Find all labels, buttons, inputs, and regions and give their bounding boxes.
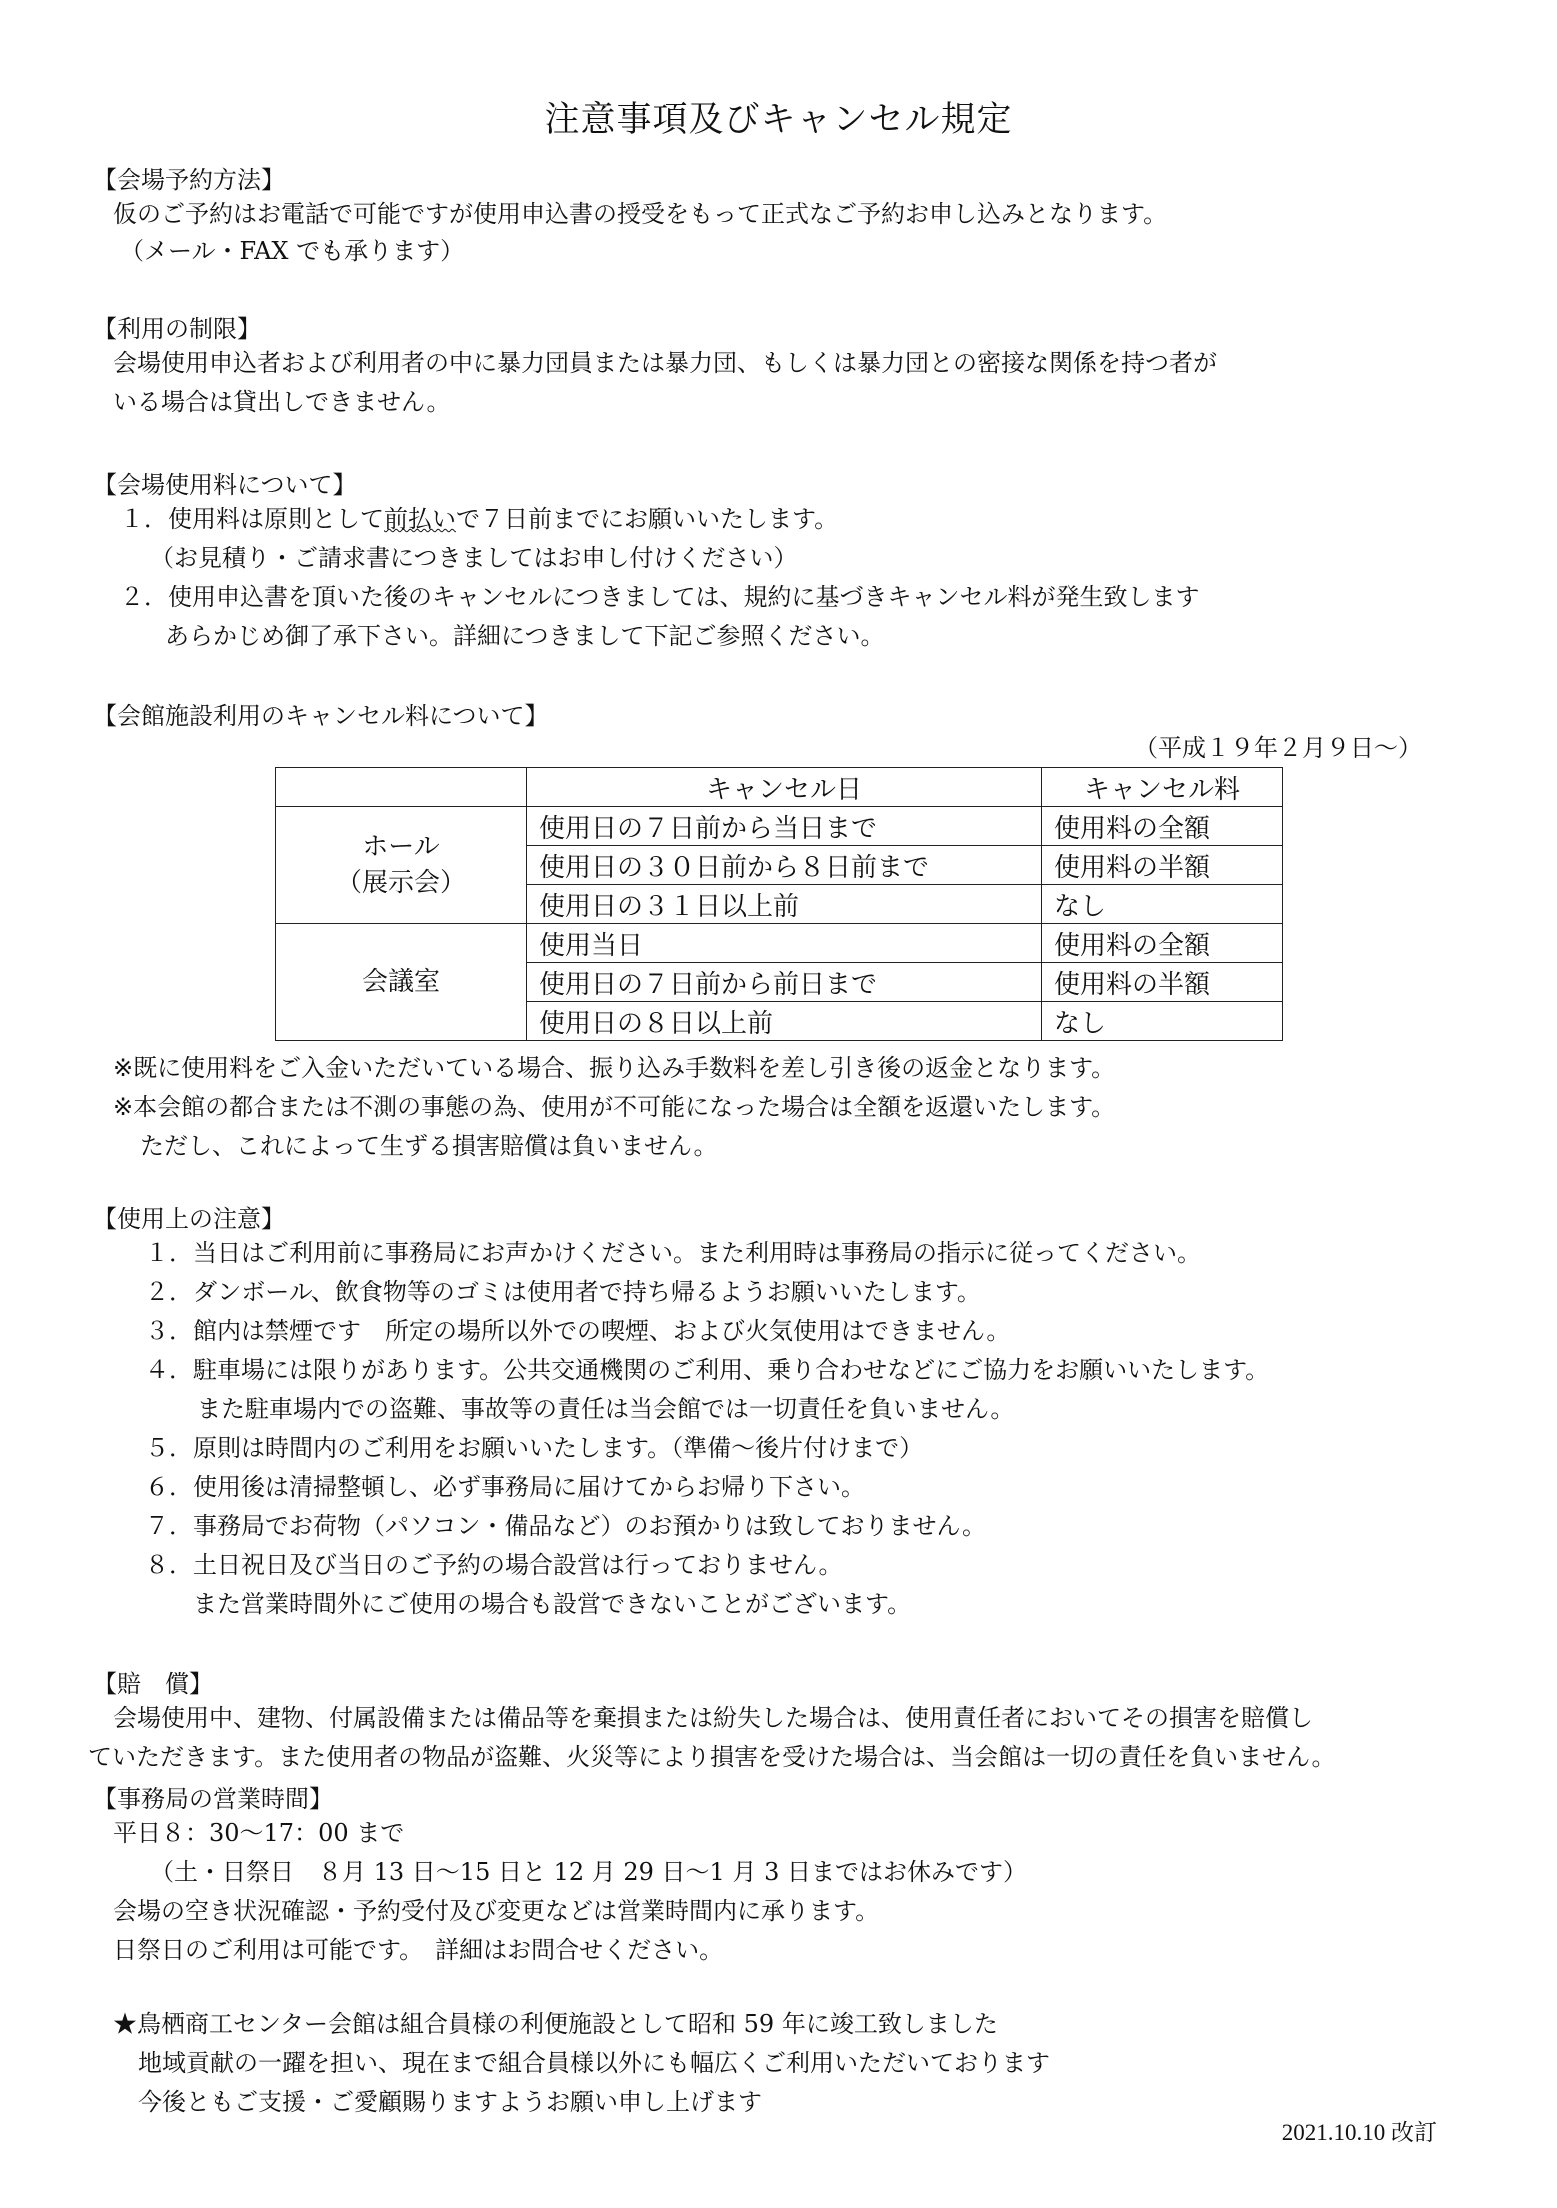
closing-line-1: ★鳥栖商工センター会館は組合員様の利便施設として昭和 59 年に竣工致しました <box>113 2010 998 2038</box>
cancel-note-1: ※既に使用料をご入金いただいている場合、振り込み手数料を差し引き後の返金となります。 <box>113 1054 1116 1082</box>
reservation-line-1: 仮のご予約はお電話で可能ですが使用申込書の授受をもって正式なご予約お申し込みとなります。 <box>113 200 1168 228</box>
closing-line-2: 地域貢献の一躍を担い、現在まで組合員様以外にも幅広くご利用いただいております <box>138 2049 1050 2077</box>
document-title: 注意事項及びキャンセル規定 <box>544 100 1013 140</box>
fee-line-1-pre: １．使用料は原則として <box>120 505 384 533</box>
table-header-fee: キャンセル料 <box>1042 768 1283 807</box>
compensation-line-2: ていただきます。また使用者の物品が盗難、火災等により損害を受けた場合は、当会館は一切の責任を負いません。 <box>88 1743 1336 1771</box>
fee-line-3: ２．使用申込書を頂いた後のキャンセルにつきましては、規約に基づきキャンセル料が発生致します <box>120 583 1200 611</box>
fee-line-4: あらかじめ御了承下さい。詳細につきまして下記ご参照ください。 <box>165 622 885 650</box>
usage-heading: 【使用上の注意】 <box>93 1205 285 1233</box>
usage-line-5: ５．原則は時間内のご利用をお願いいたします。（準備～後片付けまで） <box>145 1434 924 1462</box>
usage-line-7: ７．事務局でお荷物（パソコン・備品など）のお預かりは致しておりません。 <box>145 1512 986 1540</box>
hall-sublabel: （展示会） <box>335 868 466 898</box>
revision-date: 2021.10.10 改訂 <box>1281 2120 1437 2145</box>
usage-line-6: ６．使用後は清掃整頓し、必ず事務局に届けてからお帰り下さい。 <box>145 1473 865 1501</box>
usage-line-4: ４．駐車場には限りがあります。公共交通機関のご利用、乗り合わせなどにご協力をお願いいたします。 <box>145 1356 1270 1384</box>
fee-line-1 <box>120 504 838 534</box>
cancel-note-2: ※本会館の都合または不測の事態の為、使用が不可能になった場合は全額を返還いたします。 <box>113 1093 1116 1121</box>
usage-line-8b: また営業時間外にご使用の場合も設営できないことがございます。 <box>193 1590 912 1618</box>
cancel-fee-table <box>275 767 1283 1041</box>
usage-line-2: ２．ダンボール、飲食物等のゴミは使用者で持ち帰るようお願いいたします。 <box>145 1278 981 1306</box>
restriction-heading: 【利用の制限】 <box>93 315 261 343</box>
table-cell-fee: 使用料の全額 <box>1042 924 1283 963</box>
restriction-line-1: 会場使用申込者および利用者の中に暴力団員または暴力団、もしくは暴力団との密接な関係を持つ者が <box>113 349 1217 377</box>
usage-line-4b: また駐車場内での盗難、事故等の責任は当会館では一切責任を負いません。 <box>197 1395 1015 1423</box>
table-header-day: キャンセル日 <box>527 768 1042 807</box>
table-cell-day: 使用日の７日前から前日まで <box>527 963 1042 1002</box>
compensation-line-1: 会場使用中、建物、付属設備または備品等を棄損または紛失した場合は、使用責任者においてその損害を賠償し <box>113 1704 1313 1732</box>
table-cell-day: 使用日の８日以上前 <box>527 1002 1042 1041</box>
table-cell-fee: なし <box>1042 1002 1283 1041</box>
room-label: 会議室 <box>361 967 440 997</box>
usage-line-1: １．当日はご利用前に事務局にお声かけください。また利用時は事務局の指示に従ってください。 <box>145 1239 1201 1267</box>
table-category-room <box>276 924 527 1041</box>
compensation-heading: 【賠 償】 <box>93 1670 213 1698</box>
cancel-note-3: ただし、これによって生ずる損害賠償は負いません。 <box>140 1132 718 1160</box>
reservation-heading: 【会場予約方法】 <box>93 166 285 194</box>
cancel-heading: 【会館施設利用のキャンセル料について】 <box>93 702 549 730</box>
table-cell-fee: なし <box>1042 885 1283 924</box>
restriction-line-2: いる場合は貸出しできません。 <box>113 388 451 416</box>
hours-heading: 【事務局の営業時間】 <box>93 1785 333 1813</box>
fee-line-1-post: で７日前までにお願いいたします。 <box>456 505 839 533</box>
table-cell-fee: 使用料の半額 <box>1042 846 1283 885</box>
hours-line-1: 平日８：30～17：00 まで <box>113 1819 405 1847</box>
reservation-line-2: （メール・FAX でも承ります） <box>120 237 465 265</box>
fee-line-2: （お見積り・ご請求書につきましてはお申し付けください） <box>150 544 798 572</box>
fee-heading: 【会場使用料について】 <box>93 471 357 499</box>
table-row <box>276 807 1283 846</box>
fee-line-1-emphasis: 前払い <box>384 505 456 533</box>
table-header-blank <box>276 768 527 807</box>
hours-line-2: （土・日祭日 ８月 13 日～15 日と 12 月 29 日～1 月 3 日まではお休みです） <box>150 1858 1027 1886</box>
usage-line-3: ３．館内は禁煙です 所定の場所以外での喫煙、および火気使用はできません。 <box>145 1317 1011 1345</box>
hours-line-3: 会場の空き状況確認・予約受付及び変更などは営業時間内に承ります。 <box>113 1897 880 1925</box>
table-cell-fee: 使用料の半額 <box>1042 963 1283 1002</box>
table-cell-day: 使用日の７日前から当日まで <box>527 807 1042 846</box>
hall-label: ホール <box>362 832 440 862</box>
table-category-hall <box>276 807 527 924</box>
table-row <box>276 924 1283 963</box>
hours-line-4: 日祭日のご利用は可能です。 詳細はお問合せください。 <box>113 1936 724 1964</box>
table-cell-day: 使用当日 <box>527 924 1042 963</box>
table-cell-day: 使用日の３０日前から８日前まで <box>527 846 1042 885</box>
usage-line-8: ８．土日祝日及び当日のご予約の場合設営は行っておりません。 <box>145 1551 843 1579</box>
cancel-effective-date: （平成１９年２月９日～） <box>1134 734 1422 762</box>
closing-line-3: 今後ともご支援・ご愛顧賜りますようお願い申し上げます <box>138 2088 762 2116</box>
table-cell-day: 使用日の３１日以上前 <box>527 885 1042 924</box>
table-header-row <box>276 768 1283 807</box>
table-cell-fee: 使用料の全額 <box>1042 807 1283 846</box>
